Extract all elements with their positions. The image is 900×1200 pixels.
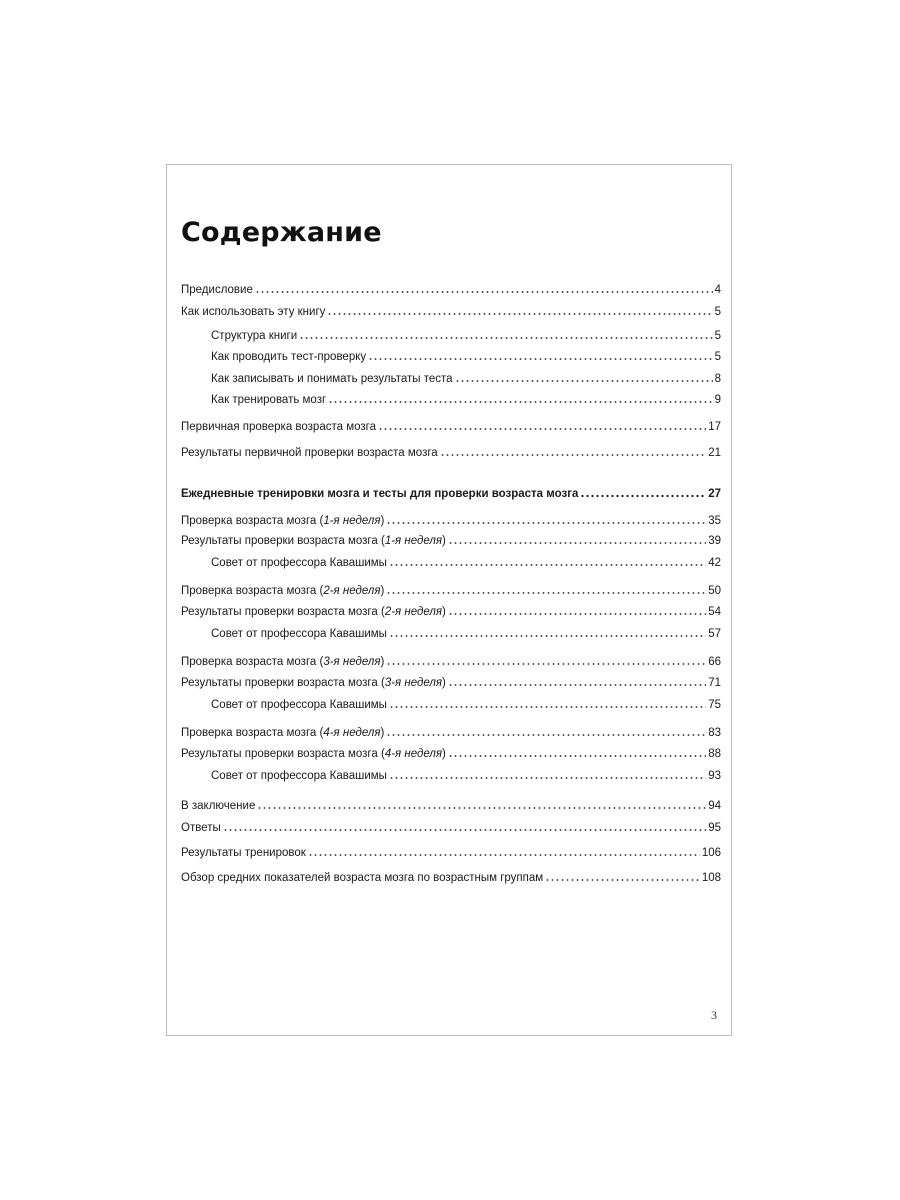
toc-entry[interactable] — [181, 797, 721, 815]
toc-entry-page: 71 — [708, 677, 721, 689]
toc-entry-text: Результаты проверки возраста мозга ( — [181, 748, 385, 760]
dot-leader — [386, 732, 706, 738]
toc-entry[interactable] — [181, 485, 721, 503]
toc-entry-page: 75 — [708, 699, 721, 711]
toc-entry-page: 88 — [708, 748, 721, 760]
toc-entry[interactable] — [181, 512, 721, 530]
dot-leader — [545, 877, 700, 883]
toc-entry-page: 5 — [714, 330, 721, 342]
toc-entry-title — [181, 512, 384, 530]
toc-entry-page: 94 — [708, 800, 721, 812]
toc-entry[interactable] — [181, 844, 721, 862]
toc-entry-page: 95 — [708, 822, 721, 834]
toc-entry-page: 5 — [714, 306, 721, 318]
toc-entry[interactable] — [181, 554, 721, 572]
toc-entry-title — [211, 767, 387, 785]
toc-entry[interactable] — [181, 348, 721, 366]
toc-entry-text: Результаты проверки возраста мозга ( — [181, 535, 385, 547]
dot-leader — [448, 611, 706, 617]
toc-entry-page: 8 — [714, 373, 721, 385]
toc-entry[interactable] — [181, 674, 721, 692]
toc-entry-text: Как проводить тест-проверку — [211, 351, 367, 363]
toc-entry-title — [181, 532, 446, 550]
toc-entry-week: 3-я неделя — [323, 656, 381, 668]
toc-entry-page: 42 — [708, 557, 721, 569]
toc-entry-title — [181, 745, 446, 763]
toc-entry-text: Ответы — [181, 822, 221, 834]
toc-entry[interactable] — [181, 303, 721, 321]
toc-entry-text: Совет от профессора Кавашимы — [211, 770, 387, 782]
dot-leader — [455, 378, 713, 384]
toc-entry[interactable] — [181, 653, 721, 671]
toc-entry-text: Результаты тренировок — [181, 847, 306, 859]
dot-leader — [327, 311, 712, 317]
toc-entry-title — [181, 653, 384, 671]
toc-entry-text: Проверка возраста мозга ( — [181, 585, 324, 597]
toc-entry-text: Структура книги — [211, 330, 298, 342]
toc-entry[interactable] — [181, 391, 721, 409]
toc-entry-page: 4 — [714, 284, 721, 296]
toc-entry-text: Первичная проверка возраста мозга — [181, 421, 376, 433]
toc-entry[interactable] — [181, 603, 721, 621]
toc-entry-page: 21 — [708, 447, 721, 459]
toc-entry-title — [211, 554, 387, 572]
toc-entry-text: Ежедневные тренировки мозга и тесты для проверки возраста мозга — [181, 488, 579, 500]
toc-entry[interactable] — [181, 745, 721, 763]
toc-entry-page: 83 — [708, 727, 721, 739]
dot-leader — [386, 661, 706, 667]
toc-entry-page: 54 — [708, 606, 721, 618]
toc-entry[interactable] — [181, 418, 721, 436]
toc-entry-text: Совет от профессора Кавашимы — [211, 557, 387, 569]
toc-entry-text: В заключение — [181, 800, 256, 812]
page-number: 3 — [711, 1008, 717, 1022]
toc-entry[interactable] — [181, 444, 721, 462]
toc-entry-text: ) — [441, 677, 446, 689]
toc-entry-page: 39 — [708, 535, 721, 547]
dot-leader — [308, 852, 700, 858]
dot-leader — [223, 827, 706, 833]
page-title: Содержание — [181, 217, 382, 248]
toc-entry-week: 4-я неделя — [384, 748, 442, 760]
toc-entry-page: 93 — [708, 770, 721, 782]
toc-entry-title — [181, 724, 384, 742]
toc-entry-title — [211, 370, 453, 388]
toc-entry[interactable] — [181, 724, 721, 742]
toc-entry-text: ) — [441, 606, 446, 618]
toc-entry-text: Результаты проверки возраста мозга ( — [181, 677, 385, 689]
toc-entry-title — [181, 582, 384, 600]
dot-leader — [389, 562, 706, 568]
toc-entry-title — [211, 348, 366, 366]
toc-entry-page: 106 — [701, 847, 721, 859]
toc-entry-page: 57 — [708, 628, 721, 640]
dot-leader — [448, 753, 706, 759]
toc-entry-week: 2-я неделя — [384, 606, 442, 618]
toc-entry-title — [211, 391, 326, 409]
toc-entry-text: Проверка возраста мозга ( — [181, 515, 324, 527]
toc-entry-text: ) — [380, 656, 385, 668]
toc-entry-week: 2-я неделя — [323, 585, 381, 597]
dot-leader — [255, 289, 713, 295]
toc-entry-text: ) — [380, 727, 385, 739]
dot-leader — [389, 704, 706, 710]
dot-leader — [257, 805, 706, 811]
toc-entry-week: 4-я неделя — [323, 727, 381, 739]
toc-entry[interactable] — [181, 327, 721, 345]
toc-entry-text: Как использовать эту книгу — [181, 306, 326, 318]
toc-entry-text: Как записывать и понимать результаты теста — [211, 373, 453, 385]
toc-entry-title — [211, 327, 297, 345]
dot-leader — [448, 540, 706, 546]
dot-leader — [368, 356, 712, 362]
toc-entry-title — [181, 674, 446, 692]
toc-entry-text: Результаты первичной проверки возраста мозга — [181, 447, 438, 459]
book-page — [166, 164, 732, 1036]
toc-entry-title — [181, 844, 306, 862]
toc-entry[interactable] — [181, 869, 721, 887]
toc-entry-title — [181, 797, 255, 815]
toc-entry-page: 66 — [708, 656, 721, 668]
dot-leader — [328, 399, 712, 405]
toc-entry[interactable] — [181, 582, 721, 600]
toc-entry-title — [181, 819, 221, 837]
dot-leader — [389, 633, 706, 639]
toc-entry-title — [181, 418, 376, 436]
toc-entry-text: Проверка возраста мозга ( — [181, 656, 324, 668]
toc-entry-page: 50 — [708, 585, 721, 597]
toc-entry[interactable] — [181, 532, 721, 550]
toc-entry[interactable] — [181, 819, 721, 837]
dot-leader — [448, 682, 706, 688]
toc-entry-page: 17 — [708, 421, 721, 433]
toc-entry-text: Проверка возраста мозга ( — [181, 727, 324, 739]
toc-entry[interactable] — [181, 696, 721, 714]
toc-entry-text: Обзор средних показателей возраста мозга по возрастным группам — [181, 872, 544, 884]
dot-leader — [389, 775, 706, 781]
toc-entry-title — [181, 603, 446, 621]
toc-entry-page: 35 — [708, 515, 721, 527]
toc-entry-text: Результаты проверки возраста мозга ( — [181, 606, 385, 618]
toc-entry-title — [211, 625, 387, 643]
dot-leader — [386, 590, 706, 596]
toc-entry-text: ) — [441, 748, 446, 760]
toc-entry-text: Как тренировать мозг — [211, 394, 327, 406]
toc-entry-text: ) — [441, 535, 446, 547]
dot-leader — [440, 452, 707, 458]
toc-entry-text: ) — [380, 585, 385, 597]
toc-entry-text: Совет от профессора Кавашимы — [211, 628, 387, 640]
toc-entry-title — [181, 303, 325, 321]
toc-entry-page: 5 — [714, 351, 721, 363]
toc-entry-page: 9 — [714, 394, 721, 406]
dot-leader — [580, 493, 706, 499]
toc-entry-text: Предисловие — [181, 284, 253, 296]
toc-entry[interactable] — [181, 767, 721, 785]
toc-entry-week: 1-я неделя — [323, 515, 381, 527]
toc-entry-page: 108 — [701, 872, 721, 884]
toc-entry-page: 27 — [708, 488, 721, 500]
dot-leader — [299, 335, 712, 341]
toc-entry-title — [181, 869, 543, 887]
toc-entry-text: ) — [380, 515, 385, 527]
toc-entry-week: 1-я неделя — [384, 535, 442, 547]
dot-leader — [386, 520, 706, 526]
toc-entry[interactable] — [181, 281, 721, 299]
toc-entry-title — [181, 444, 438, 462]
toc-entry-title — [211, 696, 387, 714]
toc-entry[interactable] — [181, 370, 721, 388]
toc-entry[interactable] — [181, 625, 721, 643]
dot-leader — [378, 426, 706, 432]
toc-entry-text: Совет от профессора Кавашимы — [211, 699, 387, 711]
toc-entry-week: 3-я неделя — [384, 677, 442, 689]
toc-entry-title — [181, 485, 578, 503]
toc-entry-title — [181, 281, 253, 299]
